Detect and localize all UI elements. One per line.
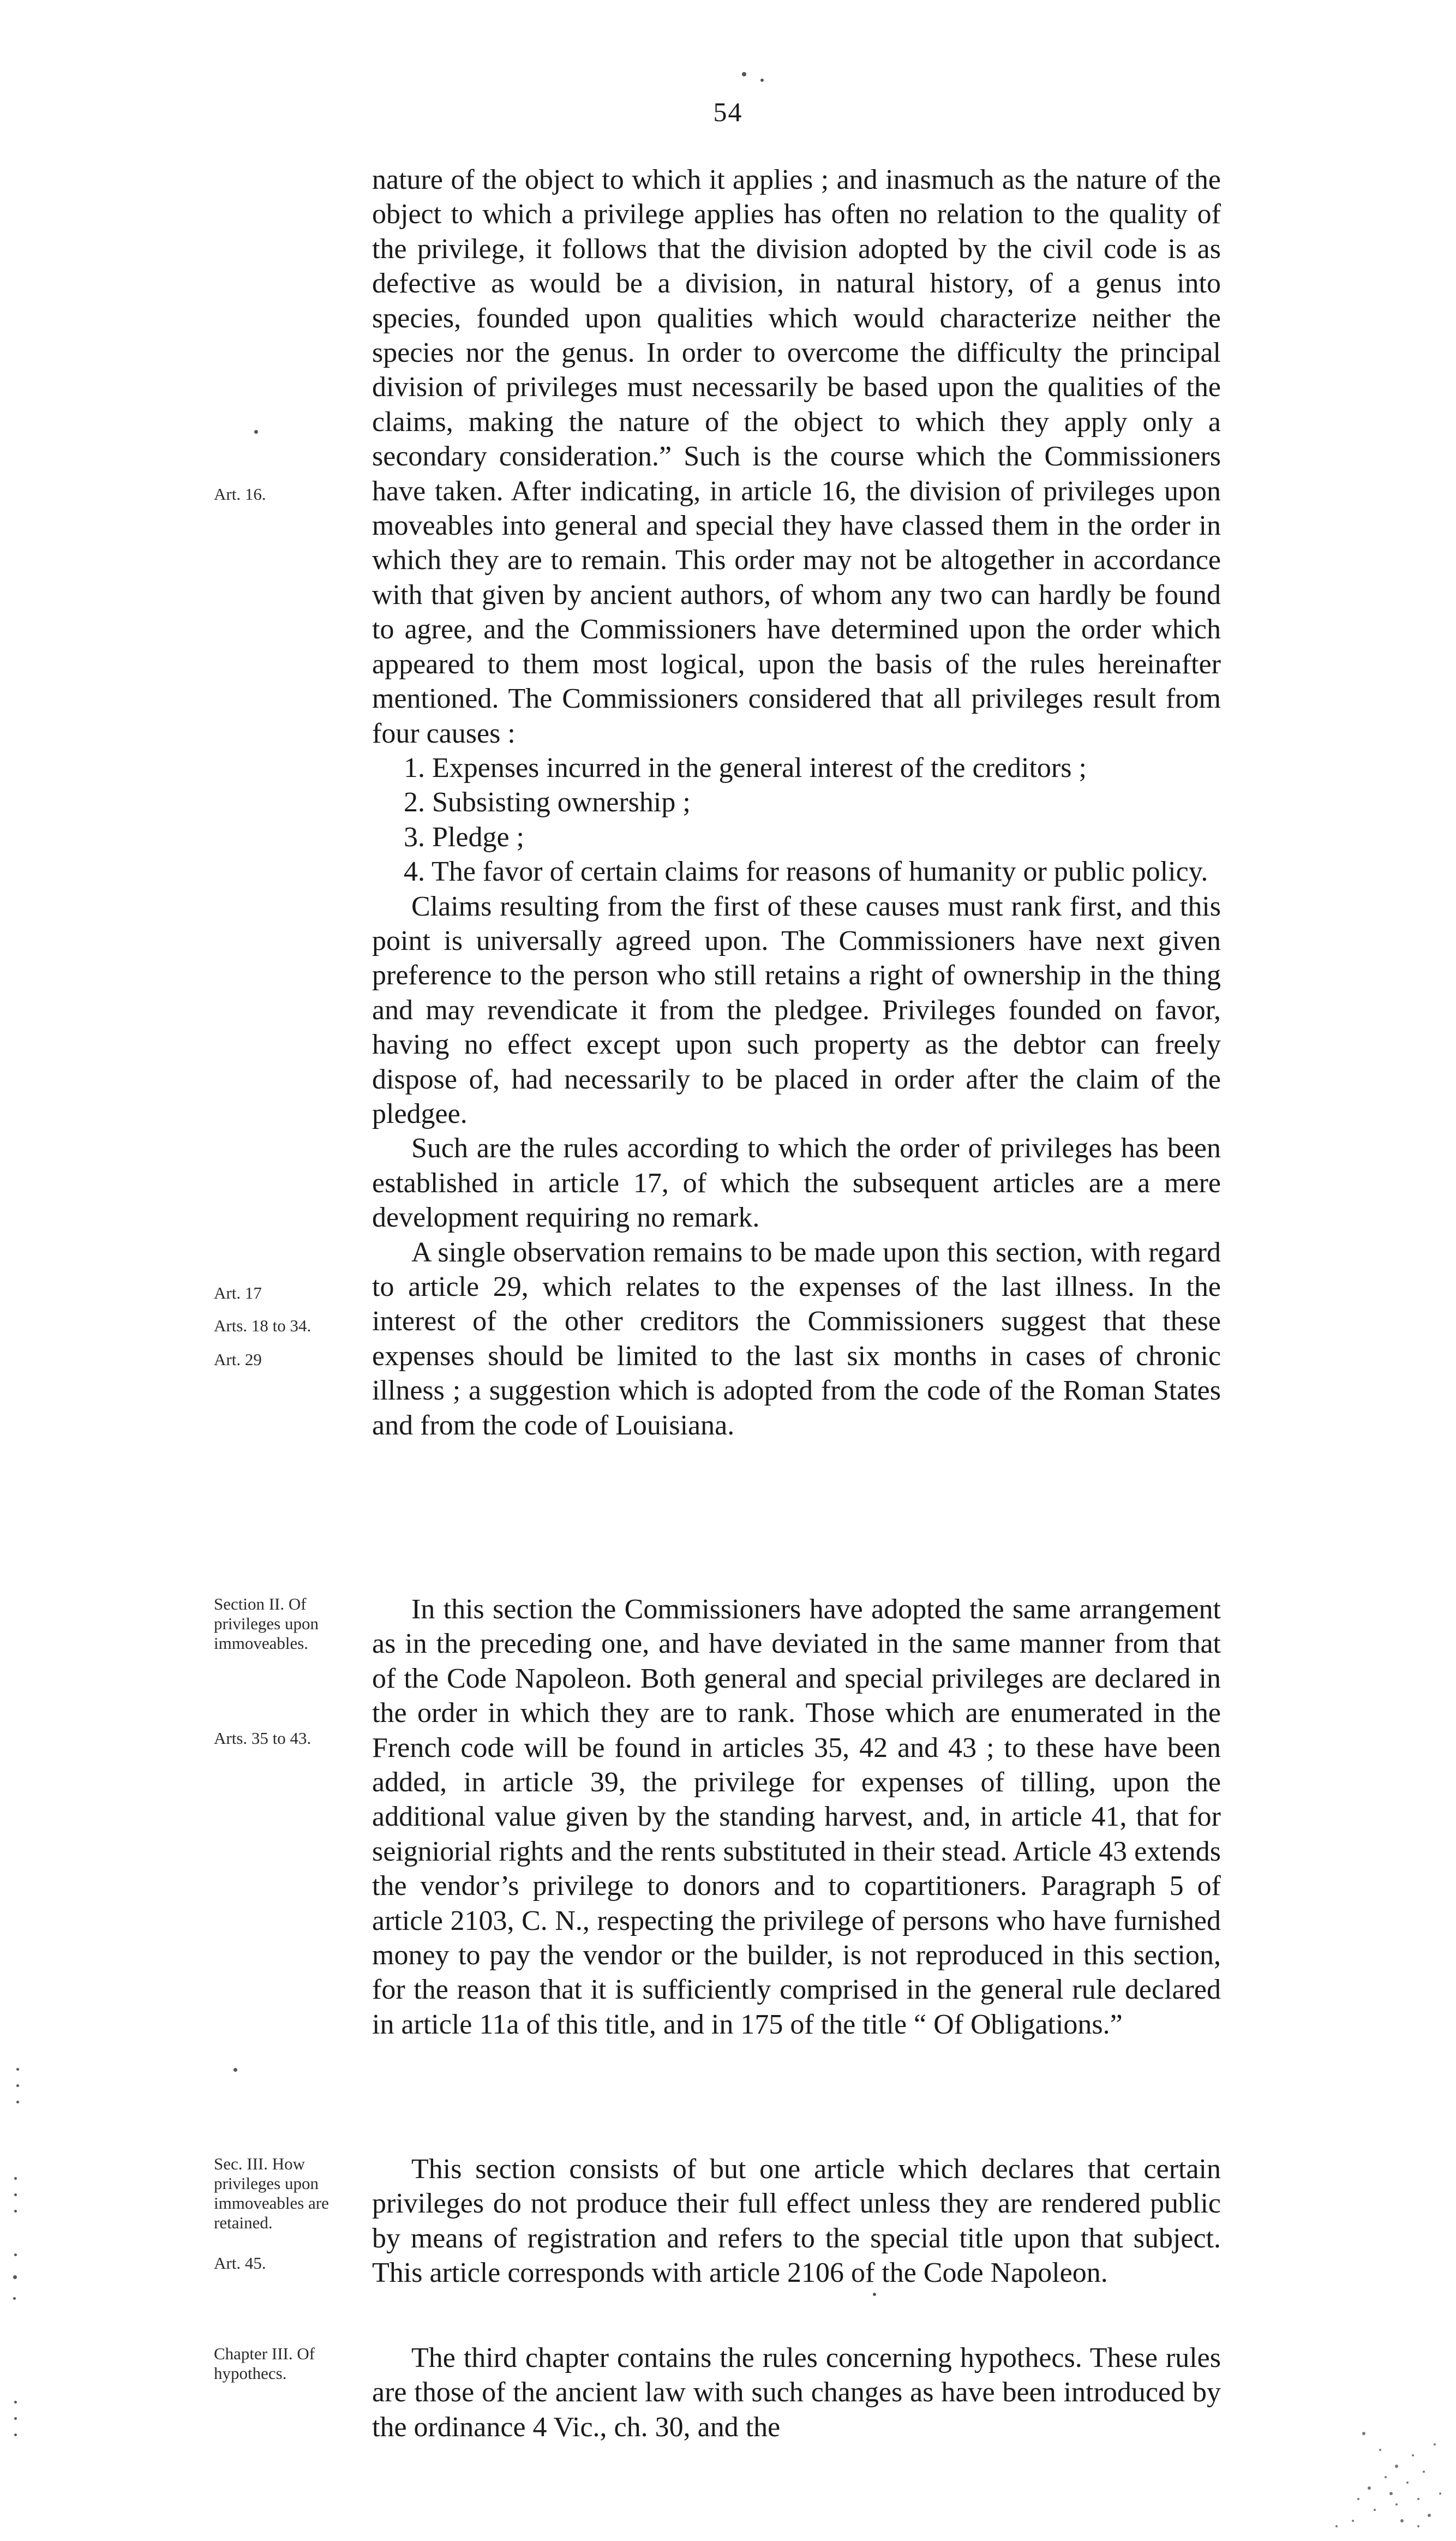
list-item-1: 1. Expenses incurred in the general interest of the creditors ; xyxy=(404,752,1087,784)
scan-speck xyxy=(742,72,746,76)
binding-mark xyxy=(14,2253,17,2256)
margin-note-art-29: Art. 29 xyxy=(214,1350,262,1369)
list-item-3: 3. Pledge ; xyxy=(404,821,524,853)
scan-speck xyxy=(760,79,764,82)
binding-mark xyxy=(14,2401,17,2404)
page-number: 54 xyxy=(713,97,743,127)
binding-mark xyxy=(16,2068,19,2071)
margin-note-art-16: Art. 16. xyxy=(214,485,266,504)
scan-noise xyxy=(1255,2390,1456,2541)
margin-note-section-two: Section II. Of privileges upon immoveables. xyxy=(214,1594,319,1653)
paragraph-observation: A single observation remains to be made upon this section, with regard to article 29, which relates to the expenses of the last illness. In the interest of the other creditors the Commissioners suggest that these expenses should be limited to the last six months in cases of chronic illness ; a suggestion which is adopted from the code of the Roman States and from the code of Louisiana. xyxy=(372,1236,1221,1441)
text-block-chapter-three xyxy=(372,2341,1221,2444)
text-block-opening xyxy=(372,163,1221,1443)
list-item-2: 2. Subsisting ownership ; xyxy=(404,787,691,818)
binding-mark xyxy=(13,2275,17,2279)
binding-mark xyxy=(14,2177,17,2180)
binding-mark xyxy=(16,2101,19,2103)
margin-note-chapter-three: Chapter III. Of hypothecs. xyxy=(214,2344,315,2383)
margin-note-section-three: Sec. III. How privileges upon immoveables are retained. xyxy=(214,2154,329,2232)
binding-mark xyxy=(14,2434,17,2436)
paragraph-section-three: This section consists of but one article which declares that certain privileges do not produce their full effect unless they are rendered public by means of registration and refers to the special title upon that subject. This article corresponds with article 2106 of the Code Napoleon. xyxy=(372,2154,1221,2289)
margin-note-art-17: Art. 17 xyxy=(214,1283,262,1302)
margin-note-art-45: Art. 45. xyxy=(214,2253,266,2273)
binding-mark xyxy=(14,2417,17,2420)
text-block-section-three xyxy=(372,2152,1221,2291)
binding-mark xyxy=(14,2210,17,2213)
paragraph-rules: Such are the rules according to which the order of privileges has been established in article 17, of which the subsequent articles are a mere development requiring no remark. xyxy=(372,1133,1221,1234)
binding-mark xyxy=(14,2193,17,2196)
paragraph-chapter-three: The third chapter contains the rules concerning hypothecs. These rules are those of the ancient law with such changes as have been introduced by the ordinance 4 Vic., ch. 30, and the xyxy=(372,2342,1221,2443)
paragraph-section-two: In this section the Commissioners have adopted the same arrangement as in the preceding one, and have deviated in the same manner from that of the Code Napoleon. Both general and special privileges are declared in the order in which they are to rank. Those which are enumerated in the French code will be found in articles 35, 42 and 43 ; to these have been added, in article 39, the privilege for expenses of tilling, upon the additional value given by the standing harvest, and, in article 41, that for seigniorial rights and the rents substituted in their stead. Article 43 extends the vendor’s privilege to donors and to copartitioners. Paragraph 5 of article 2103, C. N., respecting the privilege of persons who have furnished money to pay the vendor or the builder, is not reproduced in this section, for the reason that it is sufficiently comprised in the general rule declared in article 11a of this title, and in 175 of the title “ Of Obligations.” xyxy=(372,1594,1221,2040)
text-block-section-two xyxy=(372,1592,1221,2042)
list-item-4: 4. The favor of certain claims for reasons of humanity or public policy. xyxy=(404,856,1208,888)
binding-mark xyxy=(16,2084,19,2087)
scan-speck xyxy=(233,2068,237,2072)
scan-speck xyxy=(873,2293,876,2296)
scan-speck xyxy=(254,430,258,434)
margin-note-arts-35-to-43: Arts. 35 to 43. xyxy=(214,1729,311,1748)
margin-note-arts-18-to-34: Arts. 18 to 34. xyxy=(214,1316,311,1335)
paragraph-opening: nature of the object to which it applies ; and inasmuch as the nature of the object to which a privilege applies has often no relation to the quality of the privilege, it follows that the division adopted by the civil code is as defective as would be a division, in natural history, of a genus into species, founded upon qualities which would characterize neither the species nor the genus. In order to overcome the difficulty the principal division of privileges must necessarily be based upon the qualities of the claims, making the nature of the object to which they apply only a secondary consideration.” Such is the course which the Commissioners have taken. After indicating, in article 16, the division of privileges upon moveables into general and special they have classed them in the order in which they are to remain. This order may not be altogether in accordance with that given by ancient authors, of whom any two can hardly be found to agree, and the Commissioners have determined upon the order which appeared to them most logical, upon the basis of the rules hereinafter mentioned. The Commissioners considered that all privileges result from four causes : xyxy=(372,164,1221,749)
paragraph-claims: Claims resulting from the first of these causes must rank first, and this point is universally agreed upon. The Commissioners have next given preference to the person who still retains a right of ownership in the thing and may revendicate it from the pledgee. Privileges founded on favor, having no effect except upon such property as the debtor can freely dispose of, had necessarily to be placed in order after the claim of the pledgee. xyxy=(372,890,1221,1129)
binding-mark xyxy=(13,2297,16,2300)
